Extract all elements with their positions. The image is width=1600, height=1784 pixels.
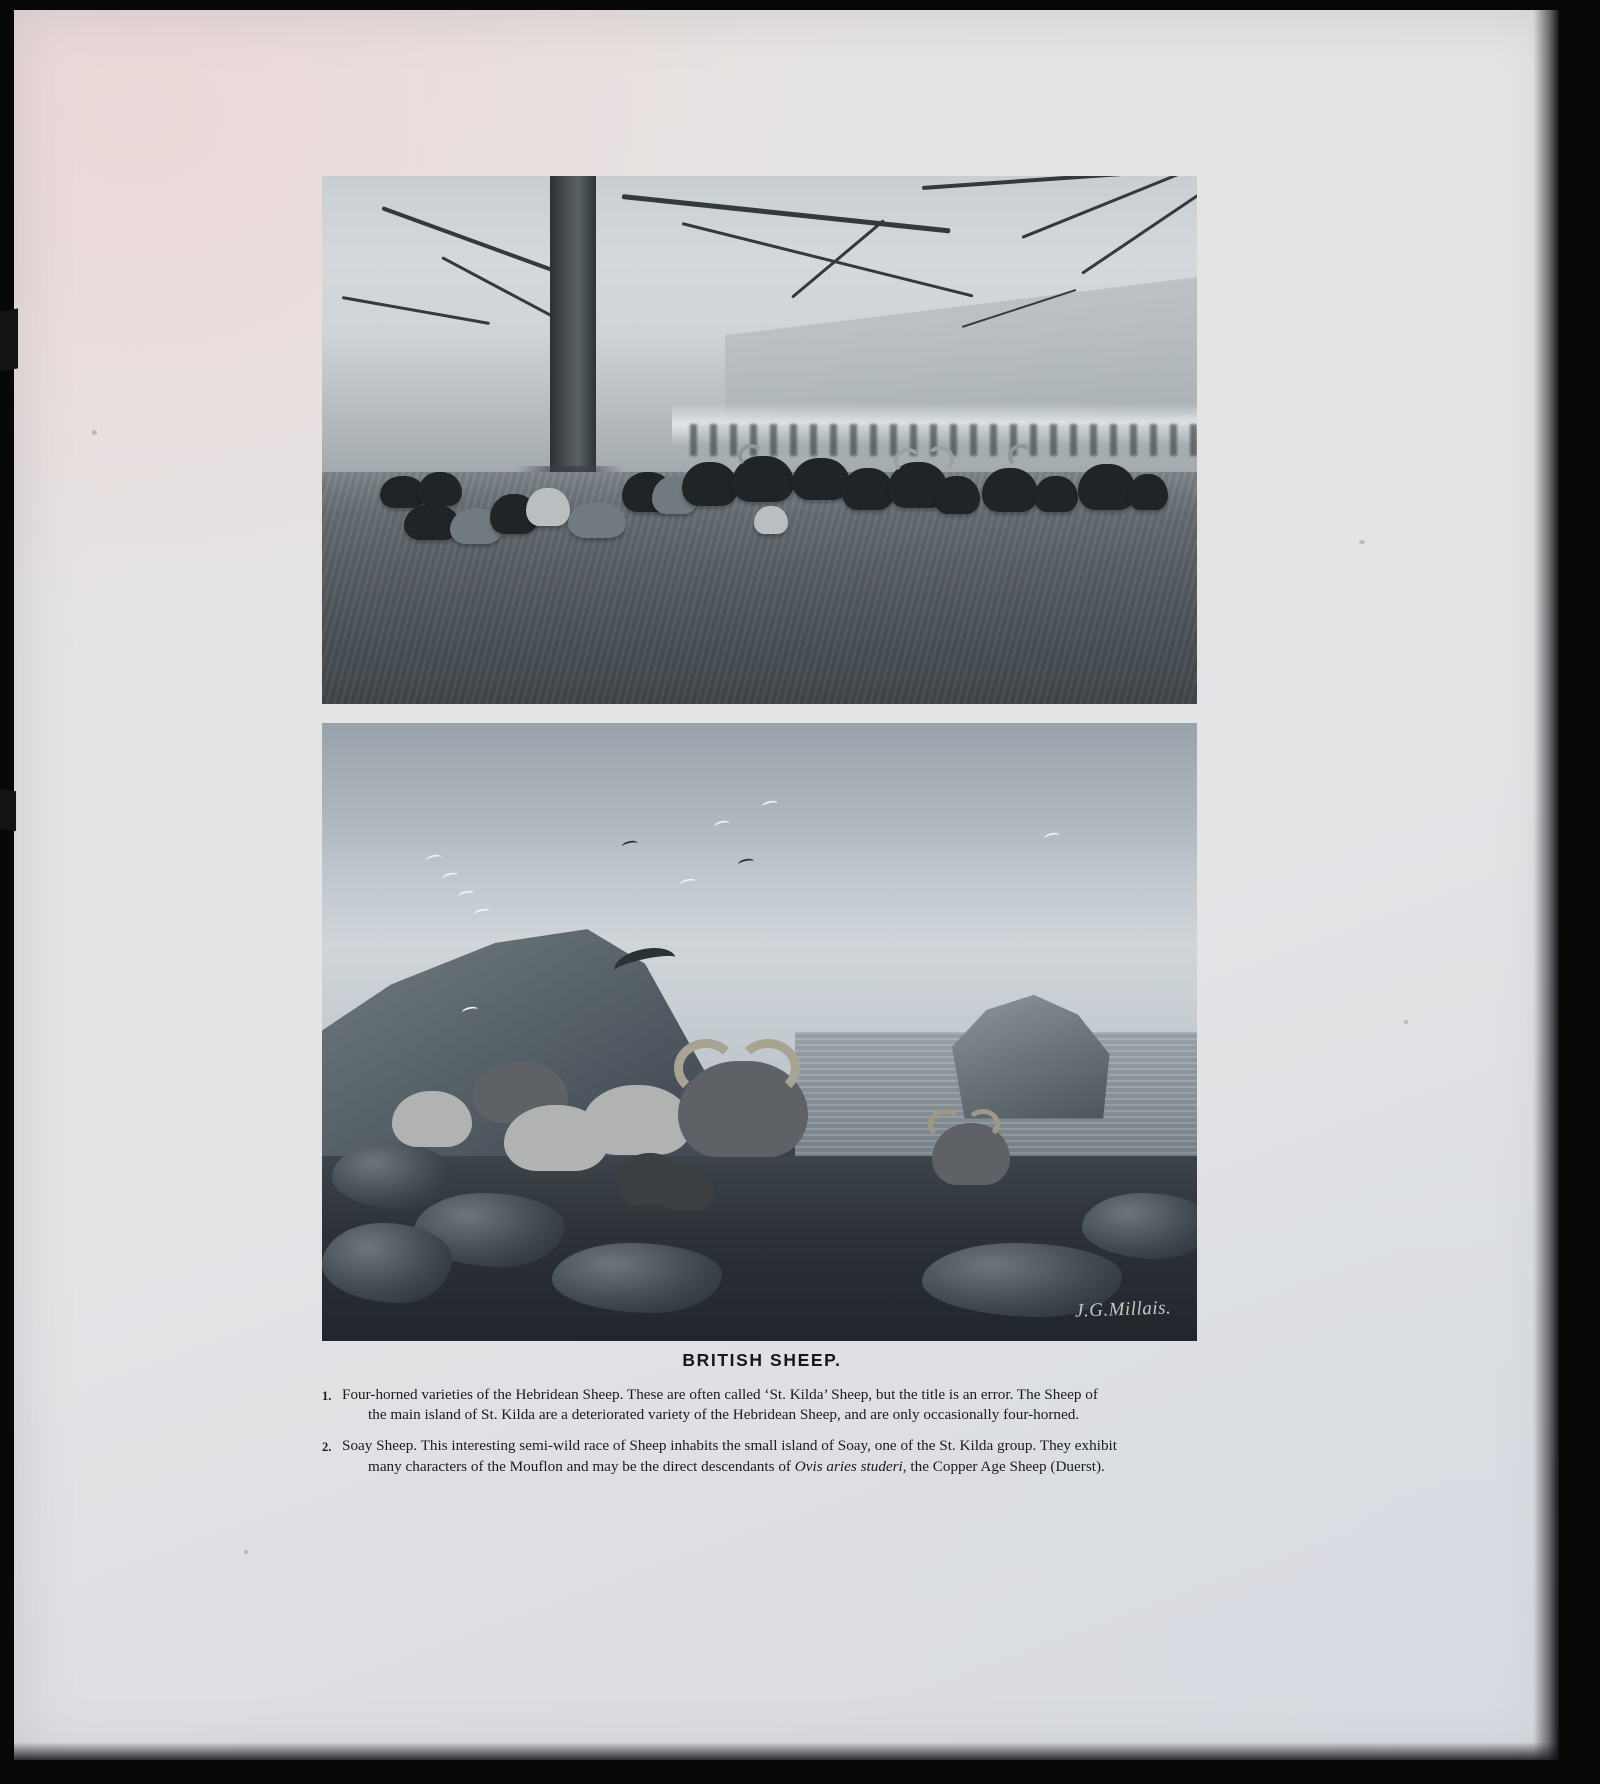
- caption-number: 1.: [322, 1389, 332, 1403]
- ram-horn-left: [674, 1039, 738, 1097]
- caption-entry-1: [322, 1385, 1202, 1425]
- caption-line: Four-horned varieties of the Hebridean Sheep. These are often called ‘St. Kilda’ Sheep, but the title is an error. The Sheep of: [342, 1386, 1098, 1403]
- paper-leaf: [14, 10, 1559, 1760]
- page-edge-nick-lower: [0, 789, 16, 831]
- sheep: [418, 472, 462, 506]
- page-edge-nick-upper: [0, 308, 18, 371]
- sheep: [1078, 464, 1136, 510]
- caption-line: the main island of St. Kilda are a deteriorated variety of the Hebridean Sheep, and are only occasionally four-horned.: [368, 1406, 1080, 1424]
- paper-speck: [1404, 1020, 1408, 1024]
- caption-line: Soay Sheep. This interesting semi-wild race of Sheep inhabits the small island of Soay, one of the St. Kilda group. They exhibit: [342, 1437, 1117, 1455]
- sheep: [934, 476, 980, 514]
- painting-soay-sheep-on-cliff: [322, 723, 1197, 1341]
- soay-horn: [966, 1109, 1000, 1139]
- caption-text: [342, 1436, 1202, 1476]
- soay-sheep: [392, 1091, 472, 1147]
- caption-line: [342, 1457, 1202, 1477]
- plate-title: BRITISH SHEEP.: [682, 1350, 842, 1370]
- ram-horn-right: [736, 1039, 800, 1097]
- sheep-horn: [738, 444, 764, 468]
- sheep: [526, 488, 570, 526]
- paper-speck: [1359, 540, 1365, 544]
- paper-speck: [244, 1550, 248, 1554]
- sheep: [982, 468, 1038, 512]
- sheep: [754, 506, 788, 534]
- artist-signature: J.G.Millais.: [1074, 1297, 1172, 1322]
- soay-sheep: [582, 1085, 692, 1155]
- tree-trunk: [550, 176, 596, 503]
- sheep: [842, 468, 894, 510]
- caption-block: [322, 1350, 1202, 1488]
- sheep: [1128, 474, 1168, 510]
- sheep: [682, 462, 738, 506]
- sheep-horn: [926, 446, 954, 472]
- caption-number: 2.: [322, 1440, 332, 1455]
- caption-entry-2: [322, 1436, 1202, 1476]
- caption-text: [342, 1385, 1202, 1425]
- paper-speck: [92, 430, 97, 435]
- sheep-horn: [1008, 444, 1034, 468]
- species-name: Ovis aries studeri: [794, 1457, 903, 1475]
- sheep: [568, 502, 626, 538]
- photograph-hebridean-sheep-flock: [322, 176, 1197, 704]
- soay-horn: [928, 1109, 962, 1139]
- soay-lamb: [658, 1165, 714, 1211]
- sheep: [1034, 476, 1078, 512]
- caption-line-pre: many characters of the Mouflon and may be the direct descendants of: [368, 1457, 795, 1475]
- sheep-horn: [894, 448, 922, 474]
- page-bottom-edge: [14, 1742, 1559, 1760]
- caption-line-post: , the Copper Age Sheep (Duerst).: [902, 1457, 1105, 1475]
